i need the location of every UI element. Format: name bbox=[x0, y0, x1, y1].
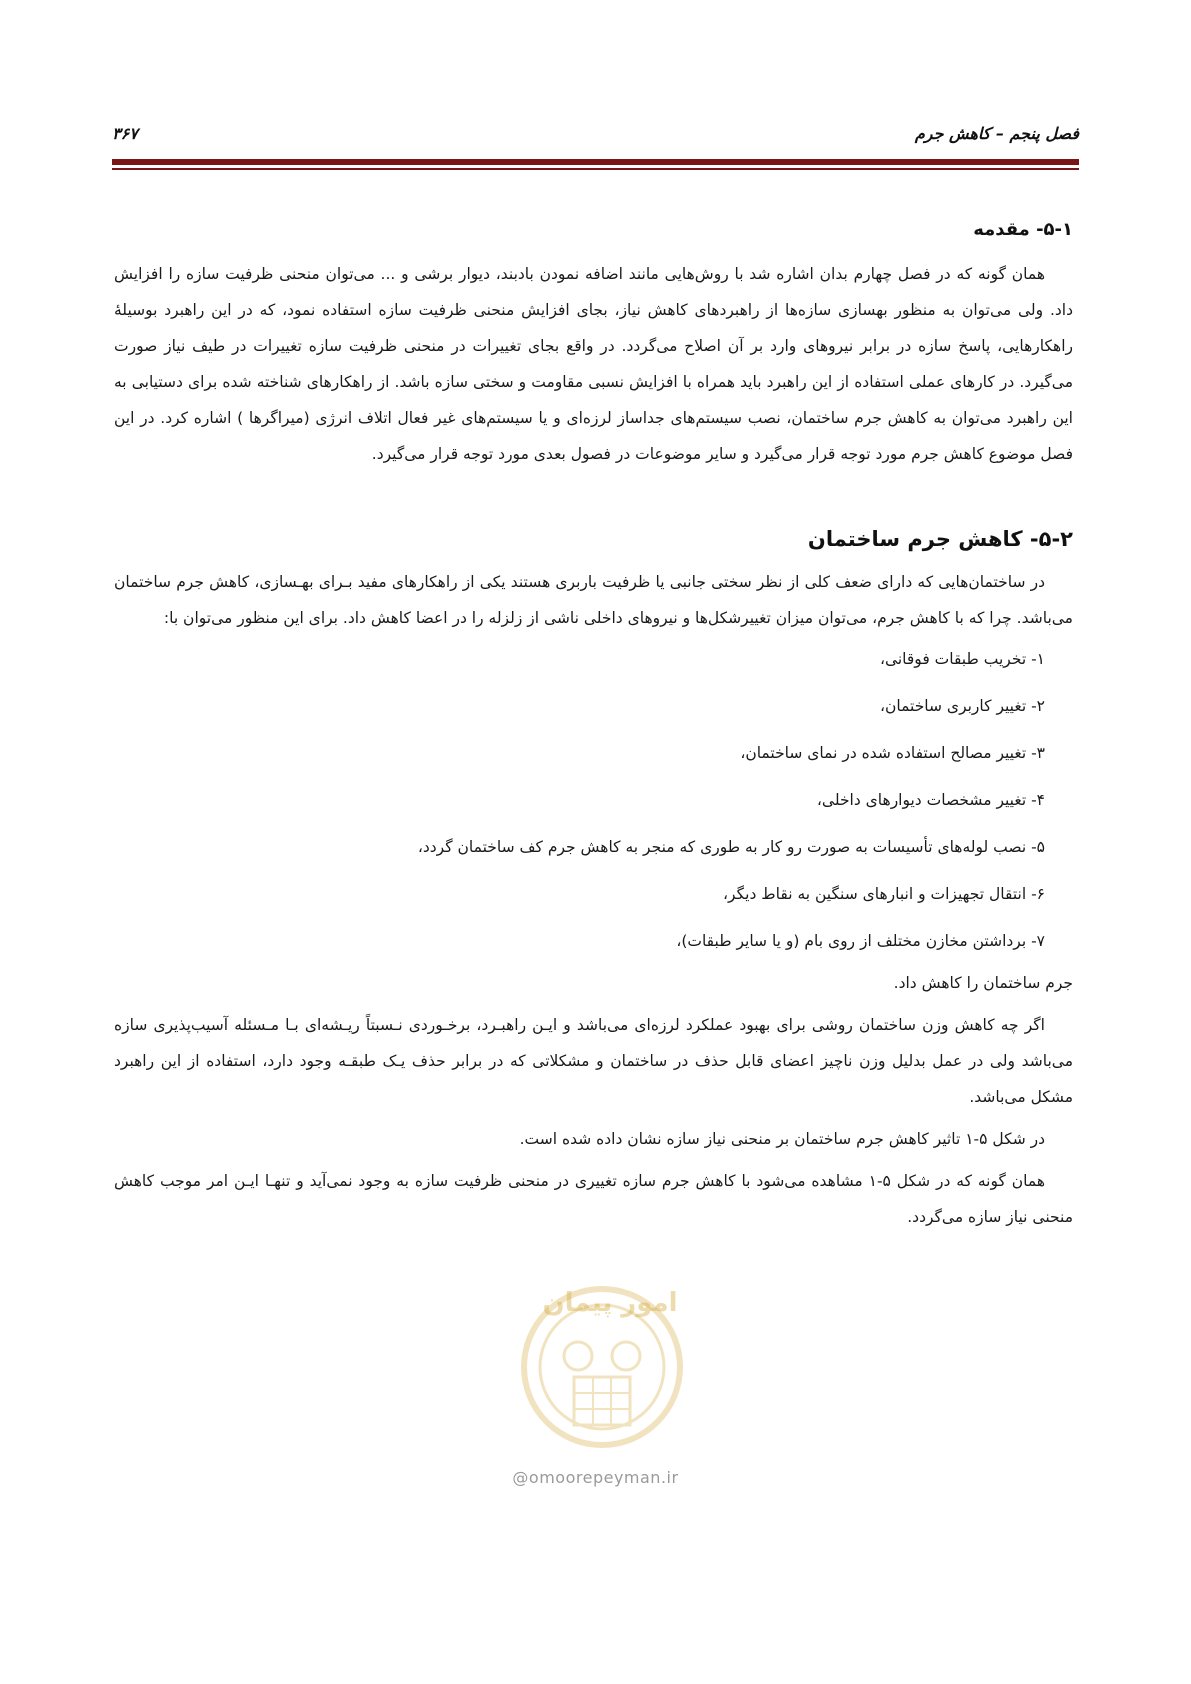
mass-reduction-intro: در ساختمان‌هایی که دارای ضعف کلی از نظر سختی جانبی یا ظرفیت باربری هستند یکی از راهکارهای مفید بـرای بهـسازی، کاهش جرم ساختمان می‌باشد. چرا که با کاهش جرم، می‌توان میزان تغییرشکل‌ها و نیروهای داخلی ناشی از زلزله را در اعضا کاهش داد. برای این منظور می‌توان با: bbox=[114, 573, 1073, 627]
methods-list bbox=[114, 636, 1073, 965]
page-header bbox=[112, 124, 1079, 152]
paragraph-figure-reference: در شکل ۵-۱ تاثیر کاهش جرم ساختمان بر منحنی نیاز سازه نشان داده شده است. bbox=[519, 1130, 1045, 1148]
page-number: ۳۶۷ bbox=[112, 124, 138, 143]
paragraph-weight-reduction: اگر چه کاهش وزن ساختمان روشی برای بهبود عملکرد لرزه‌ای می‌باشد و ایـن راهبـرد، برخـوردی نـسبتاً ریـشه‌ای بـا مـسئله آسیب‌پذیری سازه می‌باشد ولی در عمل بدلیل وزن ناچیز اعضای قابل حذف در ساختمان و مشکلاتی که در برابر حذف یـک طبقـه وجود دارد، استفاده از این راهبرد مشکل می‌باشد. bbox=[114, 1016, 1073, 1106]
list-item: ۵- نصب لوله‌های تأسیسات به صورت رو کار به طوری که منجر به کاهش جرم کف ساختمان گردد، bbox=[417, 838, 1045, 856]
list-item: ۱- تخریب طبقات فوقانی، bbox=[879, 650, 1045, 668]
page-body bbox=[114, 216, 1073, 1235]
header-rule-thick bbox=[112, 159, 1079, 165]
list-item: ۷- برداشتن مخازن مختلف از روی بام (و یا سایر طبقات)، bbox=[676, 932, 1045, 950]
chapter-title: فصل پنجم – کاهش جرم bbox=[914, 124, 1079, 143]
list-item: ۶- انتقال تجهیزات و انبارهای سنگین به نقاط دیگر، bbox=[723, 885, 1045, 903]
list-item: ۳- تغییر مصالح استفاده شده در نمای ساختمان، bbox=[740, 744, 1045, 762]
watermark-logo-text: امور پیمان bbox=[542, 1288, 678, 1318]
watermark-site: @omoorepeyman.ir bbox=[512, 1468, 679, 1487]
header-rule-thin bbox=[112, 168, 1079, 170]
section-heading-mass-reduction: ۵-۲- کاهش جرم ساختمان bbox=[807, 527, 1073, 551]
list-item: ۴- تغییر مشخصات دیوارهای داخلی، bbox=[816, 791, 1045, 809]
intro-paragraph: همان گونه که در فصل چهارم بدان اشاره شد با روش‌هایی مانند اضافه نمودن بادبند، دیوار برشی و ... می‌توان منحنی ظرفیت سازه را افزایش داد. ولی می‌توان به منظور بهسازی سازه‌ها از راهبردهای کاهش نیاز، بجای افزایش منحنی ظرفیت سازه استفاده نمود، که در این راهبرد بوسیلهٔ راهکارهایی، پاسخ سازه در برابر نیروهای وارد بر آن اصلاح می‌گردد. در واقع بجای تغییرات در منحنی ظرفیت سازه تغییرات در طیف نیاز صورت می‌گیرد. در کارهای عملی استفاده از این راهبرد باید همراه با افزایش نسبی مقاومت و سختی سازه باشد. از راهکارهای شناخته شده برای دستیابی به این راهبرد می‌توان به کاهش جرم ساختمان، نصب سیستم‌های جداساز لرزه‌ای و یا سیستم‌های غیر فعال اتلاف انرژی (میراگرها ) اشاره کرد. در این فصل موضوع کاهش جرم مورد توجه قرار می‌گیرد و سایر موضوعات در فصول بعدی مورد توجه قرار می‌گیرد. bbox=[114, 265, 1073, 463]
list-conclusion: جرم ساختمان را کاهش داد. bbox=[893, 974, 1073, 992]
section-heading-intro: ۵-۱- مقدمه bbox=[973, 219, 1073, 240]
paragraph-figure-explanation: همان گونه که در شکل ۵-۱ مشاهده می‌شود با کاهش جرم سازه تغییری در منحنی ظرفیت سازه به وجود نمی‌آید و تنهـا ایـن امر موجب کاهش منحنی نیاز سازه می‌گردد. bbox=[114, 1172, 1073, 1226]
list-item: ۲- تغییر کاربری ساختمان، bbox=[879, 697, 1045, 715]
